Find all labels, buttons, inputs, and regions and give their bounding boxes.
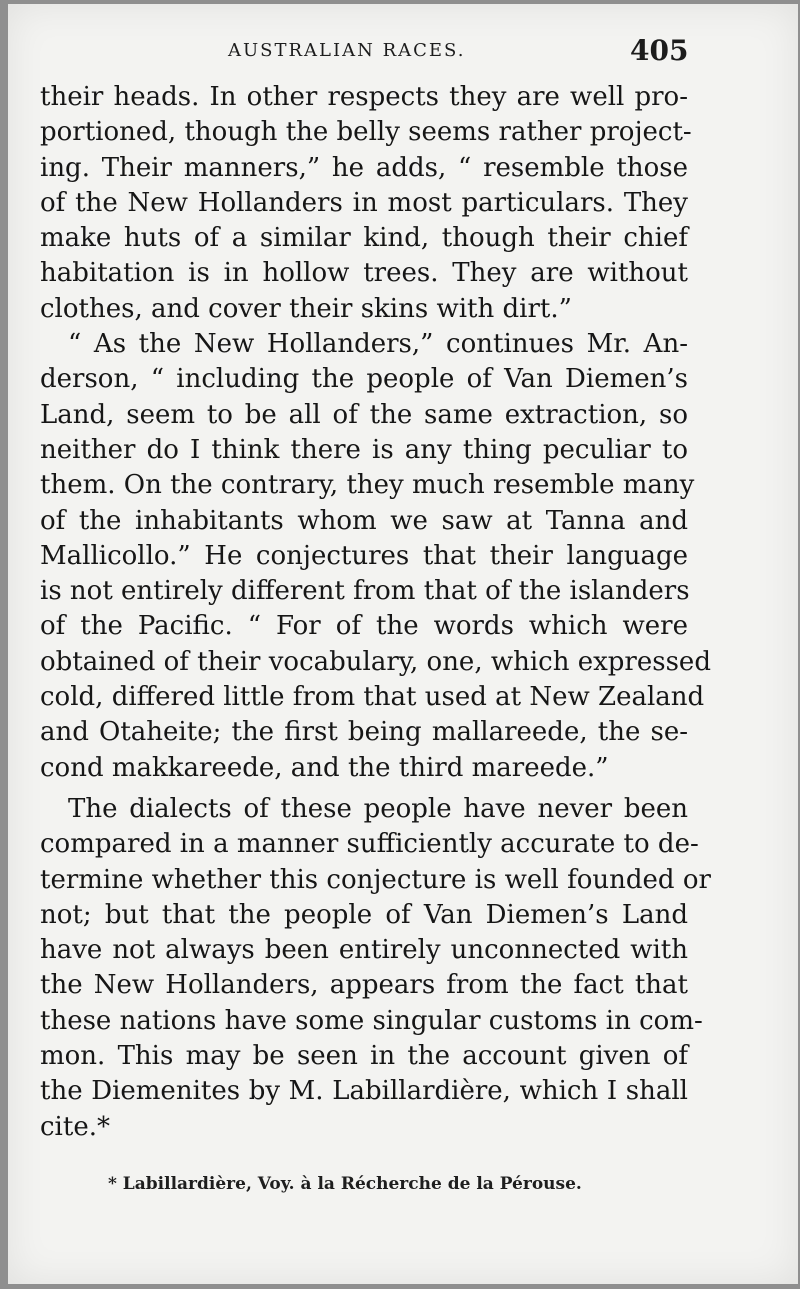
text-line: ing. Their manners,” he adds, “ resemble those	[40, 152, 688, 183]
text-line: and Otaheite; the first being mallareede, the se-	[40, 717, 688, 748]
text-line: of the inhabitants whom we saw at Tanna and	[40, 505, 688, 536]
text-line: of the New Hollanders in most particulars. They	[40, 187, 688, 218]
text-line: portioned, though the belly seems rather project-	[40, 117, 692, 148]
paragraph-3	[40, 792, 711, 1145]
page-header	[8, 34, 798, 74]
page-number: 405	[630, 34, 689, 67]
paragraph-1	[40, 80, 692, 327]
text-line: cond makkareede, and the third mareede.”	[40, 752, 609, 783]
text-line: termine whether this conjecture is well founded or	[40, 864, 711, 895]
text-line: clothes, and cover their skins with dirt.”	[40, 293, 572, 324]
text-line: derson, “ including the people of Van Diemen’s	[40, 364, 688, 395]
text-line: The dialects of these people have never been	[68, 793, 688, 824]
text-line: cold, differed little from that used at New Zealand	[40, 682, 705, 713]
running-head: AUSTRALIAN RACES.	[228, 40, 466, 61]
text-line: Land, seem to be all of the same extraction, so	[40, 399, 688, 430]
text-line: obtained of their vocabulary, one, which expressed	[40, 646, 711, 677]
text-line: their heads. In other respects they are well pro-	[40, 82, 688, 112]
text-line: the Diemenites by M. Labillardière, which I shall	[40, 1076, 688, 1107]
book-page	[8, 4, 798, 1284]
text-line: cite.*	[40, 1111, 110, 1142]
text-line: of the Pacific. “ For of the words which were	[40, 611, 688, 642]
text-line: make huts of a similar kind, though their chief	[40, 223, 688, 254]
text-line: neither do I think there is any thing peculiar to	[40, 434, 688, 465]
paragraph-2	[40, 327, 711, 786]
text-line: the New Hollanders, appears from the fact that	[40, 970, 688, 1001]
body-text	[40, 80, 711, 1145]
footnote: * Labillardière, Voy. à la Récherche de la Pérouse.	[108, 1174, 582, 1194]
text-line: habitation is in hollow trees. They are without	[40, 258, 688, 289]
text-line: “ As the New Hollanders,” continues Mr. An-	[68, 329, 688, 360]
text-line: them. On the contrary, they much resemble many	[40, 470, 695, 501]
text-line: mon. This may be seen in the account given of	[40, 1041, 688, 1072]
text-line: these nations have some singular customs in com-	[40, 1005, 703, 1036]
text-line: Mallicollo.” He conjectures that their language	[40, 540, 688, 571]
text-line: is not entirely different from that of the islanders	[40, 576, 690, 607]
text-line: compared in a manner sufficiently accurate to de-	[40, 829, 699, 860]
text-line: have not always been entirely unconnected with	[40, 935, 688, 966]
text-line: not; but that the people of Van Diemen’s Land	[40, 899, 688, 930]
